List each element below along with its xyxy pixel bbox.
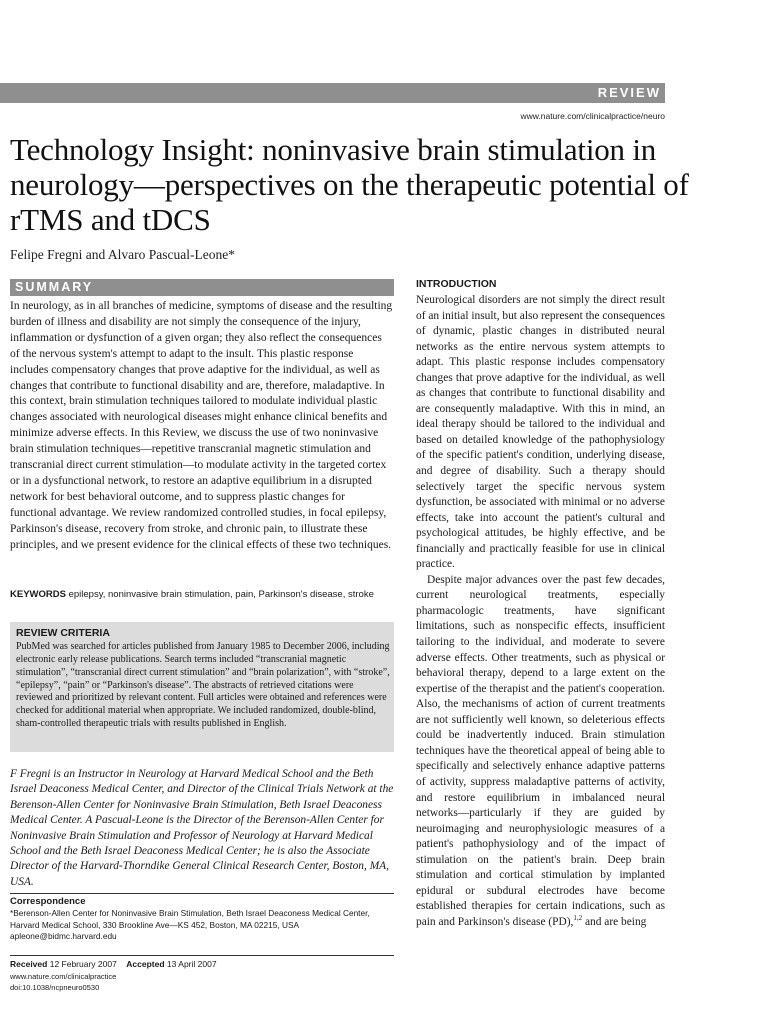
review-criteria-heading: REVIEW CRITERIA (16, 627, 110, 639)
summary-heading: SUMMARY (15, 280, 94, 294)
author-bio: F Fregni is an Instructor in Neurology at Harvard Medical School and the Beth Israel Deaconess Medical Center, and Director of the Clinical Trials Network at the Berenson-Allen Center for Noninvasive Brain Stimulation, Beth Israel Deaconess Medical Center. A Pascual-Leone is the Director of the Berenson-Allen Center for Noninvasive Brain Stimulation and Professor of Neurology at Harvard Medical School and the Beth Israel Deaconess Medical Center; he is also the Associate Director of the Harvard-Thorndike General Clinical Research Center, Boston, MA, USA. (10, 768, 394, 888)
accepted-label: Accepted (126, 959, 165, 969)
introduction-heading: INTRODUCTION (416, 278, 497, 290)
review-criteria-box (10, 622, 394, 752)
correspondence-address (10, 908, 400, 943)
footer-doi[interactable]: doi:10.1038/ncpneuro0530 (10, 982, 100, 992)
journal-url[interactable]: www.nature.com/clinicalpractice/neuro (520, 111, 665, 121)
received-date: 12 February 2007 (49, 959, 117, 969)
article-dates (10, 959, 217, 969)
keywords-list: epilepsy, noninvasive brain stimulation, pain, Parkinson's disease, stroke (68, 589, 374, 600)
footer-meta (10, 972, 116, 993)
section-label: REVIEW (597, 85, 661, 100)
article-authors: Felipe Fregni and Alvaro Pascual-Leone* (10, 247, 235, 262)
paragraph-text: Despite major advances over the past few decades, current neurological treatments, especially pharmacologic treatments, have significant limitations, such as nonspecific effects, insufficient tailoring to the individual, and moderate to severe adverse effects. Other treatments, such as physical or behavioral therapy, depend to a large extent on the expertise of the therapist and the patient's cooperation. Also, the mechanisms of action of current treatments are not sufficiently well known, so deleterious effects could be inadvertently induced. Brain stimulation techniques have the theoretical appeal of being able to specifically and selectively enhance adaptive patterns of activity, suppress maladaptive patterns of activity, and restore equilibrium in imbalanced neural networks—particularly if they are guided by neuroimaging and neurophysiologic measures of a patient's pathophysiology and of the impact of stimulation on the patient's brain. Deep brain stimulation and cortical stimulation by implanted epidural or subdural electrodes have become established therapies for certain indications, such as pain and Parkinson's disease (PD), (416, 573, 665, 928)
introduction-paragraph: Neurological disorders are not simply the direct result of an initial insult, but also represent the consequences of dynamic, plastic changes in distributed neural networks as the entire nervous system attempts to adapt. This plastic response includes compensatory changes that prove adaptive for the individual, as well as changes that contribute to functional disability and are consequently maladaptive. With this in mind, an ideal therapy should be tailored to the individual and based on detailed knowledge of the pathophysiology of the specific patient's condition, underlying disease, and degree of disability. Such a therapy should selectively target the specific nervous system dysfunction, be associated with minimal or no adverse effects, take into account the patient's cultural and psychological attitudes, be highly effective, and be financially and practically feasible for use in clinical practice. (416, 294, 665, 571)
correspondence-line: *Berenson-Allen Center for Noninvasive Brain Stimulation, Beth Israel Deaconess Medical Center, (10, 908, 370, 918)
footer-site[interactable]: www.nature.com/clinicalpractice (10, 972, 117, 981)
summary-text: In neurology, as in all branches of medicine, symptoms of disease and the resulting burden of illness and disability are not simply the consequence of the injury, inflammation or dysfunction of a given organ; they also reflect the consequences of the nervous system's attempt to adapt to the insult. This plastic response includes compensatory changes that prove adaptive for the individual, as well as changes that contribute to functional disability and are, therefore, maladaptive. In this context, brain stimulation techniques tailored to modulate individual plastic changes associated with neurological diseases might enhance clinical benefits and minimize adverse effects. In this Review, we discuss the use of two noninvasive brain stimulation techniques—repetitive transcranial magnetic stimulation and transcranial direct current stimulation—to modulate activity in the targeted cortex or in a dysfunctional network, to restore an adaptive equilibrium in a disrupted network for best behavioral outcome, and to suppress plastic changes for functional advantage. We review randomized controlled studies, in focal epilepsy, Parkinson's disease, recovery from stroke, and chronic pain, to illustrate these principles, and we present evidence for the clinical effects of these two techniques. (10, 300, 393, 551)
keywords-label: KEYWORDS (10, 589, 66, 600)
section-banner (0, 83, 665, 103)
received-label: Received (10, 959, 48, 969)
accepted-date: 13 April 2007 (166, 959, 217, 969)
article-title: Technology Insight: noninvasive brain stimulation in neurology—perspectives on the therapeutic potential of rTMS and tDCS (10, 132, 689, 237)
divider (10, 893, 394, 894)
keywords (10, 589, 394, 601)
introduction-paragraph (416, 573, 665, 931)
review-criteria-text: PubMed was searched for articles published from January 1985 to December 2006, including electronic early release publications. Search terms included “transcranial magnetic stimulation”, “transcranial direct current stimulation” and “brain polarization”, with “stroke”, “epilepsy”, “pain” or “Parkinson's disease”. The abstracts of retrieved citations were reviewed and prioritized by relevant content. Full articles were obtained and references were checked for additional material when appropriate. We included randomized, double-blind, sham-controlled therapeutic trials with results published in English. (16, 641, 390, 730)
paragraph-tail: and are being (582, 915, 647, 928)
divider (10, 955, 394, 956)
citation-ref[interactable]: 1,2 (573, 914, 583, 923)
introduction-body (416, 293, 665, 930)
correspondence-heading: Correspondence (10, 896, 86, 907)
correspondence-email[interactable]: apleone@bidmc.harvard.edu (10, 931, 117, 942)
summary-heading-bar (10, 279, 394, 296)
correspondence-line: Harvard Medical School, 330 Brookline Ave—KS 452, Boston, MA 02215, USA (10, 919, 300, 930)
